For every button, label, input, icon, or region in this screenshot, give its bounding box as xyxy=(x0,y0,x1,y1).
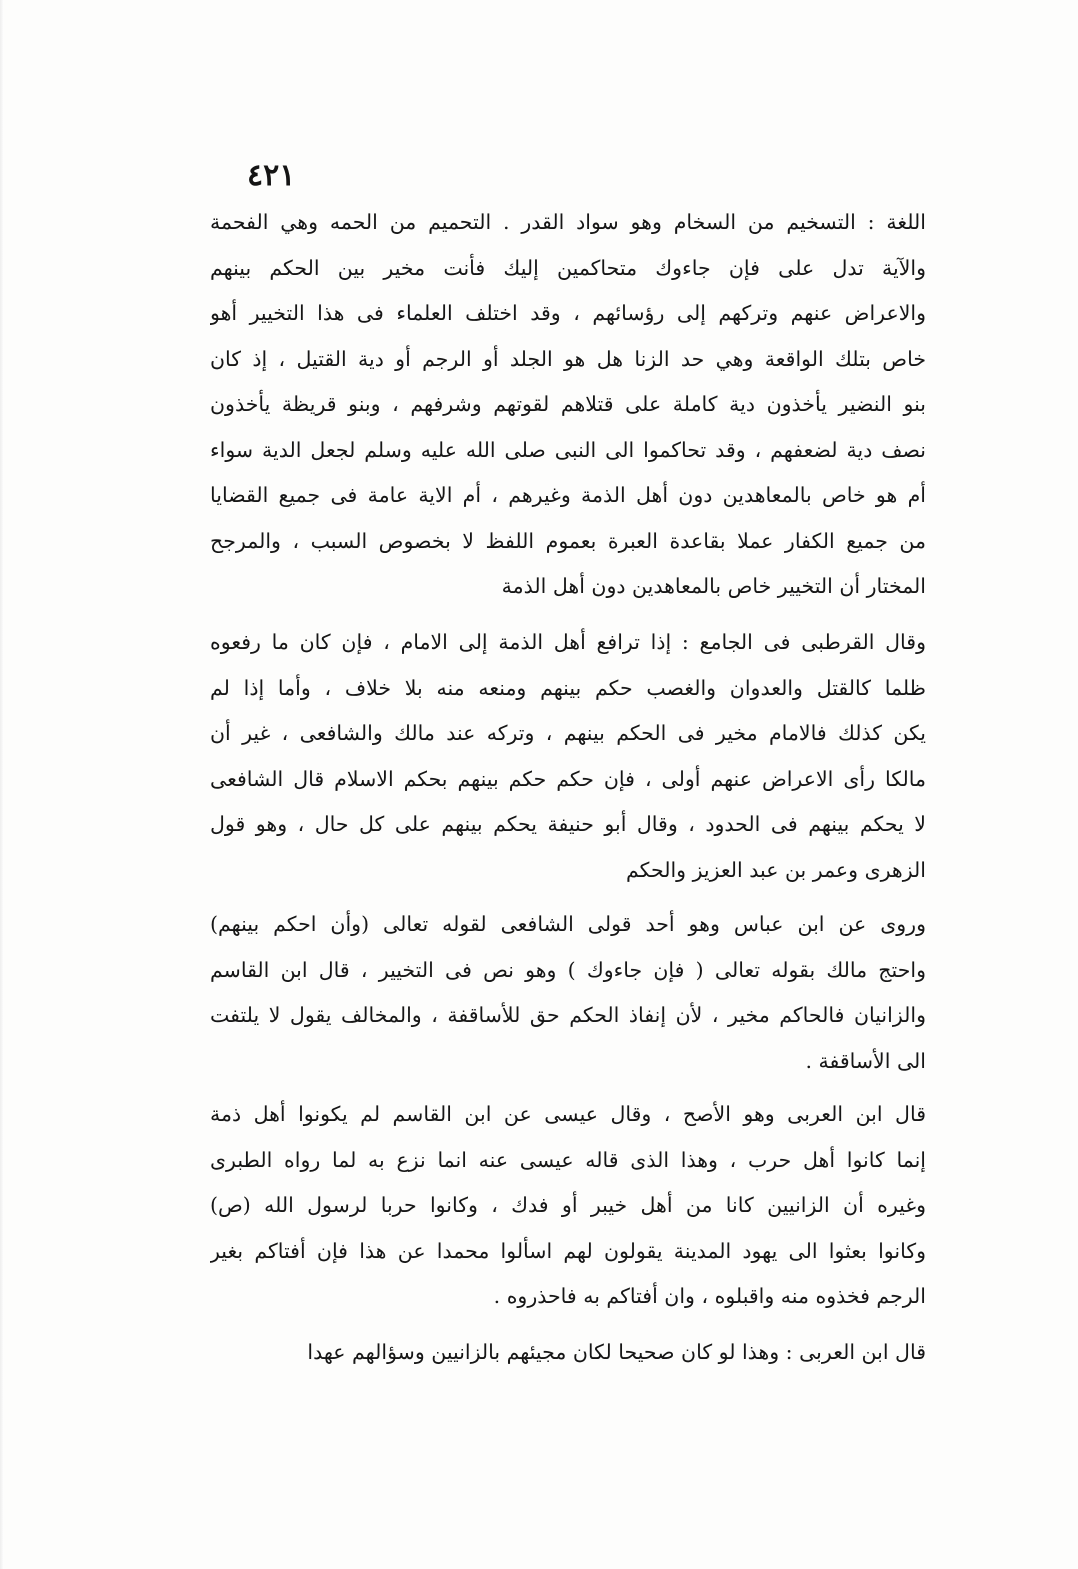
paragraph-5 xyxy=(210,1330,926,1376)
page-number: ٤٢١ xyxy=(247,158,296,193)
text-line: والزانيان فالحاكم مخير ، لأن إنفاذ الحكم حق للأساقفة ، والمخالف يقول لا يلتفت xyxy=(210,1003,926,1027)
text-line: اللغة : التسخيم من السخام وهو سواد القدر . التحميم من الحمه وهي الفحمة xyxy=(210,210,926,234)
text-line: مالكا رأى الاعراض عنهم أولى ، فإن حكم حكم بينهم بحكم الاسلام قال الشافعى xyxy=(210,766,926,791)
scan-edge-left xyxy=(0,0,4,1569)
text-line: قال ابن العربى وهو الأصح ، وقال عيسى عن ابن القاسم لم يكونوا أهل ذمة xyxy=(210,1102,926,1126)
text-line: خاص بتلك الواقعة وهي حد الزنا هل هو الجلد أو الرجم أو دية القتيل ، إذ كان xyxy=(210,346,926,371)
text-line: المختار أن التخيير خاص بالمعاهدين دون أهل الذمة xyxy=(501,574,926,598)
text-line: الزهرى وعمر بن عبد العزيز والحكم xyxy=(626,857,926,882)
text-line: وقال القرطبى فى الجامع : إذا ترافع أهل الذمة إلى الامام ، فإن كان ما رفعوه xyxy=(210,630,926,654)
text-line: والآية تدل على فإن جاءوك متحاكمين إليك فأنت مخير بين الحكم بينهم xyxy=(210,255,926,280)
paragraph-3 xyxy=(210,902,926,1084)
text-line: قال ابن العربى : وهذا لو كان صحيحا لكان مجيئهم بالزانيين وسؤالهم عهدا xyxy=(307,1340,926,1364)
text-line: بنو النضير يأخذون دية كاملة على قتلاهم لقوتهم وشرفهم ، وبنو قريظة يأخذون xyxy=(210,392,926,416)
text-line: والاعراض عنهم وتركهم إلى رؤسائهم ، وقد اختلف العلماء فى هذا التخيير أهو xyxy=(210,301,926,325)
text-line: ظلما كالقتل والعدوان والغصب حكم بينهم ومنعه منه بلا خلاف ، وأما إذا لم xyxy=(210,675,926,700)
text-line: من جميع الكفار عملا بقاعدة العبرة بعموم اللفظ لا بخصوص السبب ، والمرجح xyxy=(210,528,926,553)
paragraph-1 xyxy=(210,200,926,610)
text-line: لا يحكم بينهم فى الحدود ، وقال أبو حنيفة يحكم بينهم على كل حال ، وهو قول xyxy=(210,812,926,836)
paragraph-4 xyxy=(210,1092,926,1320)
text-line: يكن كذلك فالامام مخير فى الحكم بينهم ، وتركه عند مالك والشافعى ، غير أن xyxy=(210,721,926,745)
text-line: الرجم فخذوه منه واقبلوه ، وان أفتاكم به فاحذروه . xyxy=(493,1284,926,1308)
text-line: وروى عن ابن عباس وهو أحد قولى الشافعى لقوله تعالى (وأن احكم بينهم) xyxy=(210,912,926,936)
text-line: أم هو خاص بالمعاهدين دون أهل الذمة وغيرهم ، أم الاية عامة فى جميع القضايا xyxy=(210,483,926,507)
text-line: نصف دية لضعفهم ، وقد تحاكموا الى النبى صلى الله عليه وسلم لجعل الدية سواء xyxy=(210,437,926,462)
text-line: وغيره أن الزانيين كانا من أهل خيبر أو فدك ، وكانوا حربا لرسول الله (ص) xyxy=(210,1193,926,1217)
text-line: واحتج مالك بقوله تعالى ( فإن جاءوك ) وهو نص فى التخيير ، قال ابن القاسم xyxy=(210,957,926,982)
paragraph-2 xyxy=(210,620,926,893)
text-line: إنما كانوا أهل حرب ، وهذا الذى قاله عيسى عنه انما نزع به لما رواه الطبرى xyxy=(210,1147,926,1172)
text-line: الى الأساقفة . xyxy=(805,1048,926,1073)
text-line: وكانوا بعثوا الى يهود المدينة يقولون لهم اسألوا محمدا عن هذا فإن أفتاكم بغير xyxy=(210,1238,926,1263)
